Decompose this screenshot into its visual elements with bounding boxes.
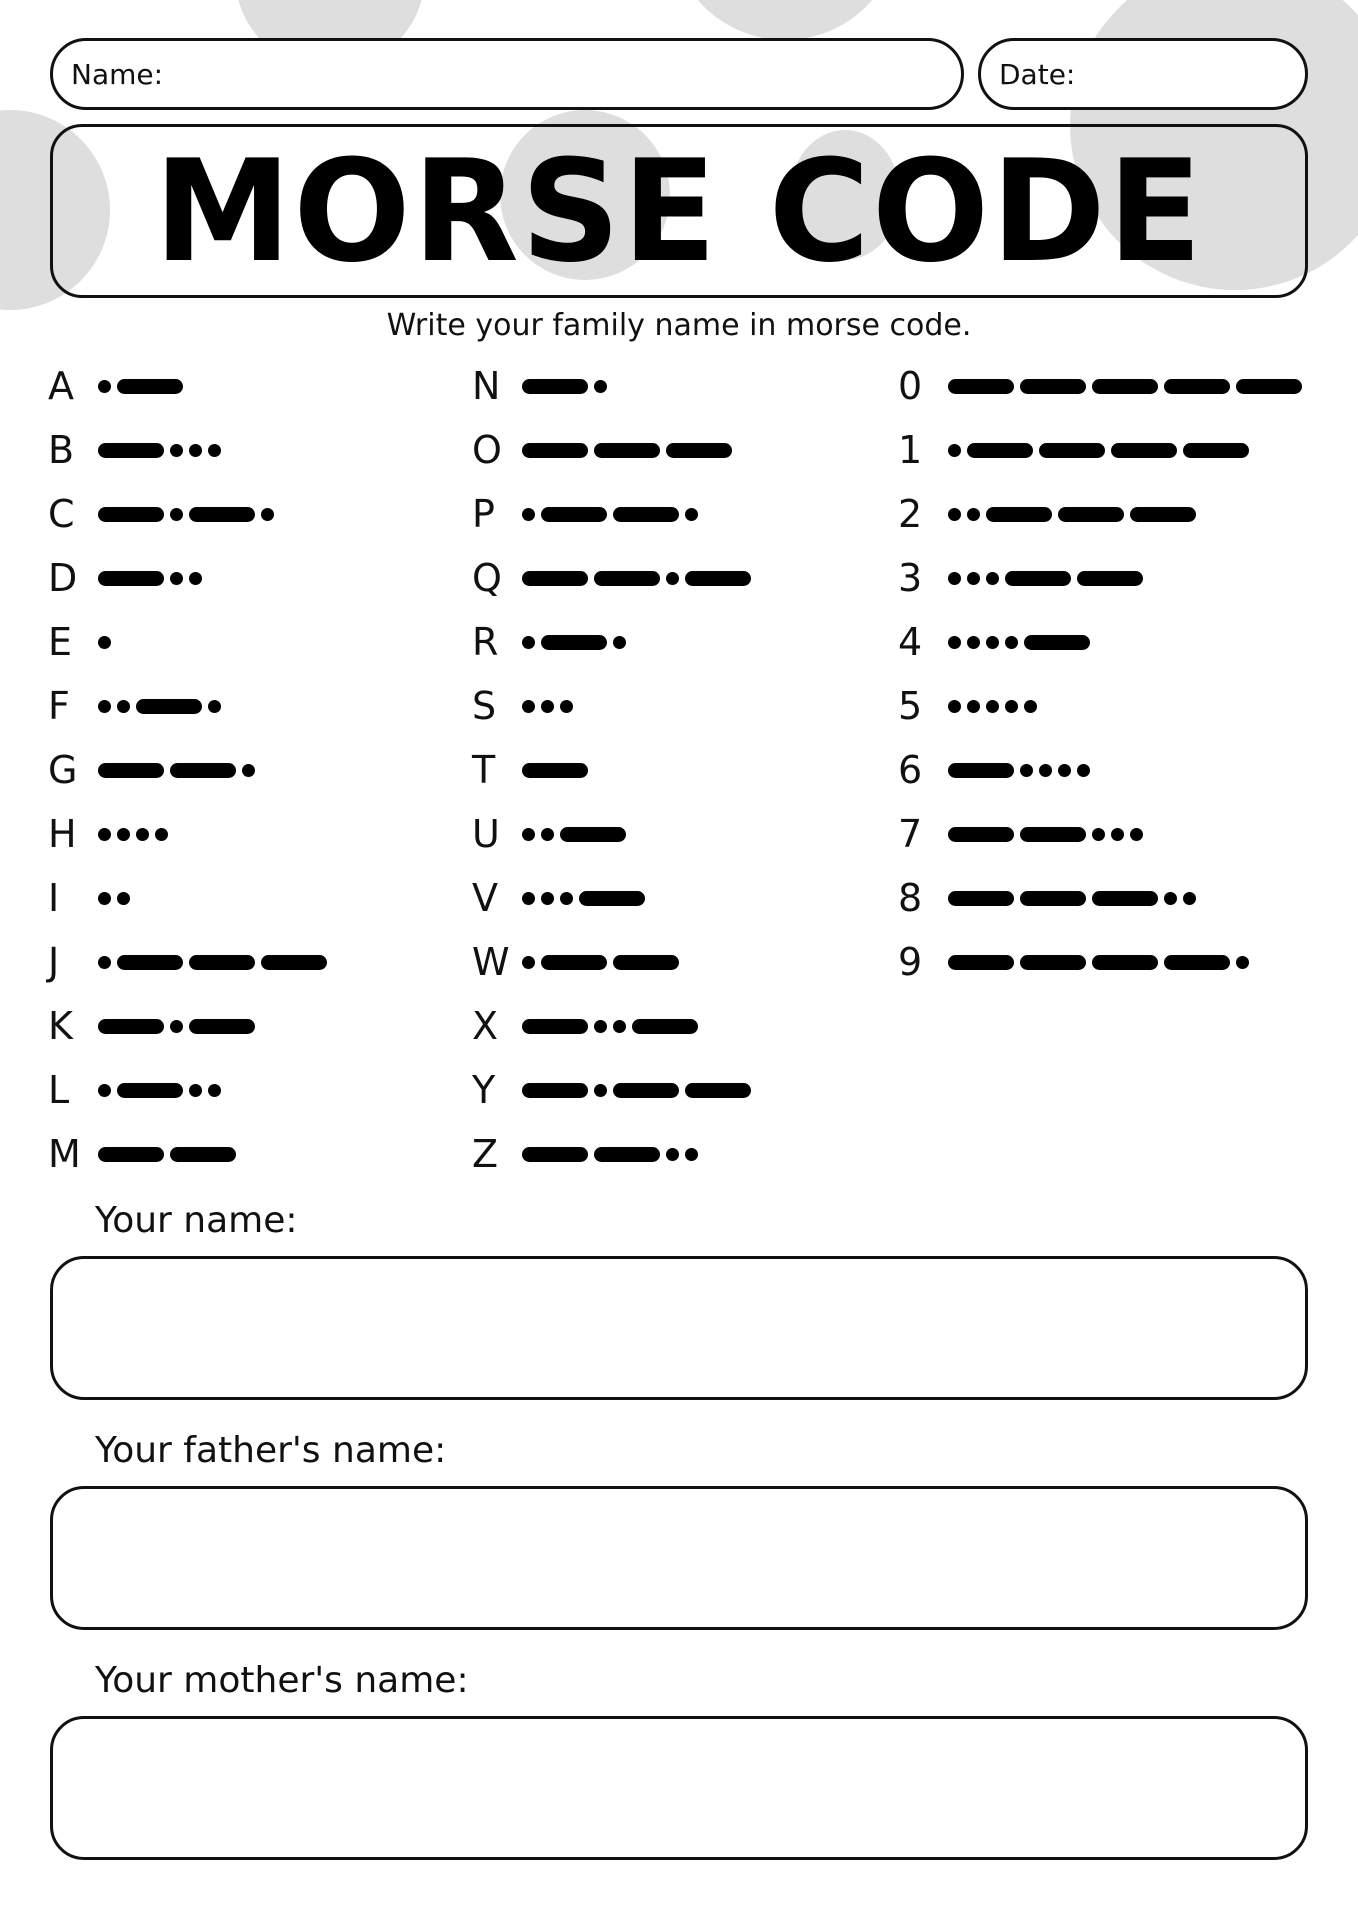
morse-dash bbox=[522, 763, 588, 778]
morse-dash bbox=[1164, 955, 1230, 970]
morse-sequence bbox=[522, 955, 685, 970]
morse-character: 0 bbox=[898, 364, 923, 408]
morse-dash bbox=[594, 571, 660, 586]
morse-sequence bbox=[98, 571, 208, 586]
morse-dash bbox=[948, 763, 1014, 778]
morse-row-j bbox=[48, 942, 333, 982]
morse-dot bbox=[666, 1148, 679, 1161]
morse-sequence bbox=[98, 763, 261, 778]
morse-dash bbox=[1130, 507, 1196, 522]
morse-dot bbox=[1005, 700, 1018, 713]
morse-dot bbox=[136, 828, 149, 841]
date-field[interactable] bbox=[978, 38, 1308, 110]
morse-dash bbox=[632, 1019, 698, 1034]
morse-dot bbox=[967, 636, 980, 649]
morse-dash bbox=[522, 1147, 588, 1162]
morse-character: S bbox=[472, 684, 497, 728]
morse-dot bbox=[967, 508, 980, 521]
morse-dot bbox=[1236, 956, 1249, 969]
morse-dot bbox=[189, 572, 202, 585]
morse-character: P bbox=[472, 492, 495, 536]
morse-sequence bbox=[98, 699, 227, 714]
morse-character: T bbox=[472, 748, 496, 792]
morse-character: N bbox=[472, 364, 501, 408]
morse-dot bbox=[98, 892, 111, 905]
your-name-box[interactable] bbox=[50, 1256, 1308, 1400]
morse-dot bbox=[522, 508, 535, 521]
morse-character: 5 bbox=[898, 684, 923, 728]
morse-character: I bbox=[48, 876, 60, 920]
morse-dash bbox=[189, 507, 255, 522]
morse-character: A bbox=[48, 364, 74, 408]
morse-sequence bbox=[948, 700, 1043, 713]
morse-dot bbox=[1077, 764, 1090, 777]
morse-dot bbox=[522, 636, 535, 649]
morse-row-1 bbox=[898, 430, 1255, 470]
morse-dot bbox=[98, 956, 111, 969]
morse-dot bbox=[986, 572, 999, 585]
morse-dot bbox=[117, 700, 130, 713]
morse-row-q bbox=[472, 558, 757, 598]
morse-row-d bbox=[48, 558, 208, 598]
morse-row-5 bbox=[898, 686, 1043, 726]
morse-dash bbox=[189, 1019, 255, 1034]
morse-dash bbox=[1020, 891, 1086, 906]
morse-dot bbox=[1024, 700, 1037, 713]
morse-character: 8 bbox=[898, 876, 923, 920]
morse-row-m bbox=[48, 1134, 242, 1174]
morse-row-3 bbox=[898, 558, 1149, 598]
morse-sequence bbox=[98, 1019, 261, 1034]
morse-sequence bbox=[948, 827, 1149, 842]
morse-dot bbox=[1058, 764, 1071, 777]
morse-dash bbox=[948, 379, 1014, 394]
morse-sequence bbox=[98, 507, 280, 522]
morse-row-l bbox=[48, 1070, 227, 1110]
morse-dash bbox=[1024, 635, 1090, 650]
morse-dot bbox=[1183, 892, 1196, 905]
mother-name-label: Your mother's name: bbox=[95, 1660, 469, 1701]
morse-dash bbox=[613, 507, 679, 522]
morse-row-f bbox=[48, 686, 227, 726]
morse-row-u bbox=[472, 814, 632, 854]
morse-dash bbox=[541, 635, 607, 650]
morse-character: G bbox=[48, 748, 78, 792]
morse-dot bbox=[948, 572, 961, 585]
morse-dot bbox=[1164, 892, 1177, 905]
morse-character: 1 bbox=[898, 428, 923, 472]
morse-dot bbox=[541, 700, 554, 713]
morse-row-z bbox=[472, 1134, 704, 1174]
morse-dash bbox=[1111, 443, 1177, 458]
morse-row-i bbox=[48, 878, 136, 918]
morse-dash bbox=[1039, 443, 1105, 458]
morse-dot bbox=[522, 828, 535, 841]
morse-dash bbox=[1092, 891, 1158, 906]
morse-row-0 bbox=[898, 366, 1308, 406]
morse-sequence bbox=[522, 763, 594, 778]
morse-character: 4 bbox=[898, 620, 923, 664]
morse-dash bbox=[613, 1083, 679, 1098]
morse-dash bbox=[522, 379, 588, 394]
morse-dash bbox=[1020, 955, 1086, 970]
morse-character: Q bbox=[472, 556, 502, 600]
morse-dot bbox=[261, 508, 274, 521]
morse-dash bbox=[541, 507, 607, 522]
morse-sequence bbox=[522, 891, 651, 906]
morse-dash bbox=[1092, 955, 1158, 970]
morse-dot bbox=[613, 636, 626, 649]
morse-dash bbox=[1092, 379, 1158, 394]
morse-row-7 bbox=[898, 814, 1149, 854]
morse-dot bbox=[967, 572, 980, 585]
morse-dot bbox=[98, 700, 111, 713]
morse-row-8 bbox=[898, 878, 1202, 918]
mother-name-box[interactable] bbox=[50, 1716, 1308, 1860]
morse-dot bbox=[948, 444, 961, 457]
morse-character: Y bbox=[472, 1068, 496, 1112]
morse-dash bbox=[1183, 443, 1249, 458]
morse-dot bbox=[541, 892, 554, 905]
father-name-label: Your father's name: bbox=[95, 1430, 447, 1471]
morse-dash bbox=[666, 443, 732, 458]
morse-dot bbox=[189, 1084, 202, 1097]
morse-row-c bbox=[48, 494, 280, 534]
morse-sequence bbox=[522, 635, 632, 650]
morse-dot bbox=[170, 572, 183, 585]
morse-character: 9 bbox=[898, 940, 923, 984]
morse-dash bbox=[541, 955, 607, 970]
morse-character: 3 bbox=[898, 556, 923, 600]
morse-row-o bbox=[472, 430, 738, 470]
morse-dash bbox=[1020, 379, 1086, 394]
morse-character: B bbox=[48, 428, 75, 472]
morse-dot bbox=[685, 1148, 698, 1161]
morse-dot bbox=[594, 380, 607, 393]
morse-dash bbox=[136, 699, 202, 714]
morse-row-4 bbox=[898, 622, 1096, 662]
morse-dot bbox=[666, 572, 679, 585]
morse-character: H bbox=[48, 812, 77, 856]
morse-dot bbox=[208, 1084, 221, 1097]
morse-dot bbox=[613, 1020, 626, 1033]
morse-dash bbox=[685, 571, 751, 586]
morse-dash bbox=[522, 1019, 588, 1034]
morse-dot bbox=[1092, 828, 1105, 841]
morse-dash bbox=[522, 1083, 588, 1098]
morse-dot bbox=[242, 764, 255, 777]
name-label: Name: bbox=[71, 57, 164, 91]
morse-sequence bbox=[522, 507, 704, 522]
morse-sequence bbox=[98, 828, 174, 841]
morse-dot bbox=[1111, 828, 1124, 841]
morse-dash bbox=[522, 571, 588, 586]
morse-dot bbox=[522, 956, 535, 969]
morse-row-y bbox=[472, 1070, 757, 1110]
morse-dot bbox=[986, 700, 999, 713]
date-label: Date: bbox=[999, 57, 1076, 91]
morse-dash bbox=[98, 763, 164, 778]
morse-sequence bbox=[522, 571, 757, 586]
morse-character: J bbox=[48, 940, 60, 984]
morse-dot bbox=[948, 636, 961, 649]
morse-row-a bbox=[48, 366, 189, 406]
morse-dash bbox=[948, 891, 1014, 906]
morse-dash bbox=[1236, 379, 1302, 394]
morse-dot bbox=[189, 444, 202, 457]
morse-dash bbox=[522, 443, 588, 458]
morse-character: Z bbox=[472, 1132, 499, 1176]
morse-dash bbox=[594, 443, 660, 458]
morse-dot bbox=[208, 444, 221, 457]
morse-row-x bbox=[472, 1006, 704, 1046]
morse-character: D bbox=[48, 556, 78, 600]
morse-dot bbox=[98, 380, 111, 393]
morse-dash bbox=[261, 955, 327, 970]
morse-sequence bbox=[98, 955, 333, 970]
morse-character: 7 bbox=[898, 812, 923, 856]
morse-sequence bbox=[948, 635, 1096, 650]
morse-dot bbox=[986, 636, 999, 649]
morse-dash bbox=[1164, 379, 1230, 394]
morse-sequence bbox=[948, 443, 1255, 458]
morse-dot bbox=[685, 508, 698, 521]
morse-dot bbox=[98, 636, 111, 649]
morse-dash bbox=[967, 443, 1033, 458]
morse-sequence bbox=[522, 443, 738, 458]
morse-row-e bbox=[48, 622, 117, 662]
morse-dot bbox=[155, 828, 168, 841]
morse-dash bbox=[117, 955, 183, 970]
morse-dash bbox=[1005, 571, 1071, 586]
morse-dot bbox=[560, 700, 573, 713]
morse-sequence bbox=[98, 636, 117, 649]
morse-dot bbox=[522, 700, 535, 713]
morse-dot bbox=[594, 1084, 607, 1097]
morse-dot bbox=[541, 828, 554, 841]
morse-dash bbox=[170, 1147, 236, 1162]
instruction-text: Write your family name in morse code. bbox=[386, 308, 972, 343]
morse-row-h bbox=[48, 814, 174, 854]
morse-sequence bbox=[522, 379, 613, 394]
morse-sequence bbox=[98, 892, 136, 905]
morse-dash bbox=[594, 1147, 660, 1162]
morse-sequence bbox=[948, 379, 1308, 394]
name-field[interactable] bbox=[50, 38, 964, 110]
morse-character: R bbox=[472, 620, 499, 664]
morse-character: L bbox=[48, 1068, 70, 1112]
morse-dot bbox=[560, 892, 573, 905]
morse-sequence bbox=[98, 379, 189, 394]
morse-character: F bbox=[48, 684, 70, 728]
morse-character: W bbox=[472, 940, 510, 984]
morse-dash bbox=[170, 763, 236, 778]
morse-sequence bbox=[948, 763, 1096, 778]
morse-sequence bbox=[98, 1147, 242, 1162]
morse-dash bbox=[613, 955, 679, 970]
morse-row-r bbox=[472, 622, 632, 662]
morse-dot bbox=[1130, 828, 1143, 841]
morse-dot bbox=[170, 444, 183, 457]
morse-sequence bbox=[522, 827, 632, 842]
morse-character: O bbox=[472, 428, 502, 472]
morse-sequence bbox=[948, 955, 1255, 970]
morse-sequence bbox=[98, 443, 227, 458]
page-title: MORSE CODE bbox=[153, 128, 1204, 294]
morse-row-6 bbox=[898, 750, 1096, 790]
morse-row-2 bbox=[898, 494, 1202, 534]
morse-character: U bbox=[472, 812, 500, 856]
morse-character: E bbox=[48, 620, 73, 664]
morse-dash bbox=[98, 507, 164, 522]
morse-dot bbox=[1039, 764, 1052, 777]
morse-dot bbox=[948, 508, 961, 521]
morse-row-g bbox=[48, 750, 261, 790]
morse-row-t bbox=[472, 750, 594, 790]
morse-sequence bbox=[98, 1083, 227, 1098]
morse-character: V bbox=[472, 876, 498, 920]
morse-character: C bbox=[48, 492, 75, 536]
morse-row-w bbox=[472, 942, 685, 982]
morse-dash bbox=[579, 891, 645, 906]
morse-dot bbox=[948, 700, 961, 713]
morse-character: X bbox=[472, 1004, 499, 1048]
morse-dot bbox=[170, 1020, 183, 1033]
morse-dash bbox=[948, 827, 1014, 842]
morse-dot bbox=[594, 1020, 607, 1033]
morse-dash bbox=[986, 507, 1052, 522]
morse-dot bbox=[967, 700, 980, 713]
morse-sequence bbox=[948, 891, 1202, 906]
morse-dash bbox=[189, 955, 255, 970]
morse-dot bbox=[208, 700, 221, 713]
morse-dash bbox=[685, 1083, 751, 1098]
morse-sequence bbox=[948, 571, 1149, 586]
morse-dot bbox=[98, 1084, 111, 1097]
morse-dot bbox=[522, 892, 535, 905]
morse-sequence bbox=[522, 1019, 704, 1034]
morse-character: K bbox=[48, 1004, 73, 1048]
morse-sequence bbox=[522, 1147, 704, 1162]
morse-dash bbox=[117, 379, 183, 394]
father-name-box[interactable] bbox=[50, 1486, 1308, 1630]
morse-dash bbox=[948, 955, 1014, 970]
morse-dash bbox=[1058, 507, 1124, 522]
morse-dot bbox=[170, 508, 183, 521]
morse-character: 2 bbox=[898, 492, 923, 536]
morse-dot bbox=[98, 828, 111, 841]
morse-row-b bbox=[48, 430, 227, 470]
morse-dash bbox=[1077, 571, 1143, 586]
morse-sequence bbox=[522, 700, 579, 713]
morse-dash bbox=[98, 1147, 164, 1162]
morse-row-9 bbox=[898, 942, 1255, 982]
morse-dash bbox=[1020, 827, 1086, 842]
title-box bbox=[50, 124, 1308, 298]
background-circle bbox=[670, 0, 900, 40]
morse-sequence bbox=[948, 507, 1202, 522]
morse-dot bbox=[1020, 764, 1033, 777]
morse-character: 6 bbox=[898, 748, 923, 792]
your-name-label: Your name: bbox=[95, 1200, 298, 1241]
morse-dot bbox=[117, 892, 130, 905]
morse-row-v bbox=[472, 878, 651, 918]
morse-character: M bbox=[48, 1132, 81, 1176]
morse-dash bbox=[98, 443, 164, 458]
morse-dot bbox=[1005, 636, 1018, 649]
morse-dash bbox=[560, 827, 626, 842]
morse-row-s bbox=[472, 686, 579, 726]
morse-sequence bbox=[522, 1083, 757, 1098]
morse-row-n bbox=[472, 366, 613, 406]
morse-dash bbox=[117, 1083, 183, 1098]
morse-row-p bbox=[472, 494, 704, 534]
morse-dash bbox=[98, 1019, 164, 1034]
morse-dot bbox=[117, 828, 130, 841]
morse-row-k bbox=[48, 1006, 261, 1046]
morse-dash bbox=[98, 571, 164, 586]
